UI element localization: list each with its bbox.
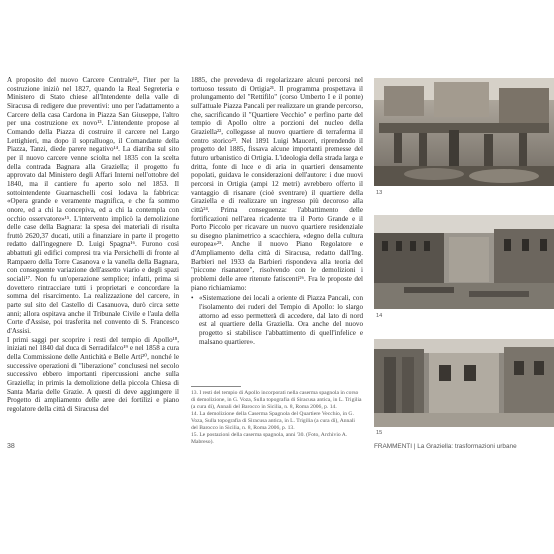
- photo-caption: 14: [376, 313, 383, 319]
- photo-caption: 13: [376, 190, 383, 196]
- footnotes: [191, 386, 363, 447]
- running-head: FRAMMENTI | La Graziella: trasformazioni urbane: [374, 443, 517, 450]
- photo-barracks-demolition: [374, 215, 554, 309]
- photo-spanish-barracks: [374, 339, 554, 427]
- footnote: 13. I resti del tempio di Apollo incorporati nella caserma spagnola in corso di demolizione, in G. Voza, Sulla topografia di Siracusa antica, in L. Trigilia (a cura di), Annali del Barocco in Sicilia, n. 8, Roma 2006, p. 14.: [191, 390, 362, 410]
- paragraph: I primi saggi per scoprire i resti del tempio di Apollo¹⁸, iniziati nel 1840 dal duca di Serradifalco¹⁹ e nel 1858 a cura della Commissione delle Antichità e Belle Arti²⁰, nonché le successive operazioni di "liberazione" conclusesi nel secolo successivo ebbero importanti ripercussioni anche sulla Graziella; in primis la demolizione della piccola Chiesa di Santa Maria delle Grazie. A questi di deve aggiungere il Progetto di ampliamento delle aree dei fortilizi e piano regolatore della città di Siracusa del: [7, 335, 179, 413]
- page-number: 38: [7, 443, 15, 450]
- footnote-divider: [191, 386, 241, 387]
- photo-caption: 15: [376, 430, 383, 436]
- text-column-left: [7, 76, 179, 414]
- footnote: 14. La demolizione della Caserma Spagnola del Quartiere Vecchio, in G. Voza, Sulla topografia di Siracusa antica, in L. Trigilia (a cura di), Annali del Barocco in Sicilia, n. 8, Roma 2006, p. 13.: [191, 411, 355, 432]
- quoted-proposal-text: «Sistemazione dei locali a oriente di Piazza Pancali, con l'isolamento dei ruderi del Tempio di Apollo: lo slargo attorno ad esso permetterà di accedere, dal lato di nord est al quartiere della Graziella. Ora anche del nuovo progetto si stabilisce l'abbattimento di quell'infelice e malsano quartiere».: [199, 294, 363, 346]
- paragraph: A proposito del nuovo Carcere Centrale¹², l'iter per la costruzione iniziò nel 1827, quando la Real Segreteria e Ministero di Stato chiese all'Intendente della valle di Siracusa di redigere due preventivi: uno per l'adattamento a Carcere della casa Cardona in Piazza San Giuseppe, l'altro per una costruzione ex novo¹³. L'intendente propose al Comando della Piazza di costruire il carcere nel Largo Lettighieri, ma dopo il sopralluogo, il Comandante della Piazza, Tanzi, diede parere negativo¹⁴. La diatriba sul sito per il nuovo carcere venne sciolta nel 1835 con la scelta della contrada Bagnara alla Graziella; il progetto fu approvato dal Ministero degli Affari Interni nell'ottobre del 1840, ma il cantiere fu aperto solo nel 1853. Il sottointendente Guarnaschelli così lodava la fabbrica: «Opera grande e veramente magnifica, e che fa sommo onore, ed a chi la concepiva, ed a chi la contempla con occhio osservatore»¹⁵. L'intervento implicò la demolizione delle case della Bagnara: la spesa dei materiali di risulta fruttò 2620,37 ducati, utili a finanziare in parte il progetto redatto dall'ingegnere D. Luigi Spagna¹⁶. Furono così abbattuti gli edifici compresi tra via Persichelli di fronte al Rampaero della Torre Casanova e la vanella della Bagnara, con conseguente variazione dell'assetto viario e degli spazi sociali¹⁷. Non fu un'operazione semplice; infatti, prima si dovettero rintracciare tutti i proprietari e concordare la somma del risarcimento. La realizzazione del carcere, in parte sul sito del Castello di Casanuova, durò circa sette anni; allora ospitava anche il Tribunale Civile e l'aula della Corte d'Assise, poi trasferita nel convento di S. Francesco d'Assisi.: [7, 76, 179, 336]
- paragraph: 1885, che prevedeva di regolarizzare alcuni percorsi nel tortuoso tessuto di Ortigia²¹. Il programma prospettava il prolungamento del "Rettifilo" (corso Umberto I e il ponte) sull'attuale Piazza Pancali per realizzare un grande percorso, che, sacrificando il "Quartiere Vecchio" e perfino parte del tempio di Apollo oltre a porzioni del nucleo della Graziella²², collegasse al nuovo quartiere di terraferma il centro storico²³. Nel 1891 Luigi Mauceri, riprendendo il progetto del 1885, fissava alcune importanti premesse del futuro urbanistico di Ortigia. L'ideologia della strada larga e dritta, fonte di luce e di aria in quartieri densamente popolati, guidava le considerazioni dell'autore: i due nuovi percorsi in Ortigia (ampi 12 metri) avrebbero offerto il vantaggio di risanare (cioè sventrare) il quartiere della Graziella e di realizzare un ingresso più decoroso alla città²⁴. Prima conseguenza: l'abbattimento delle fortificazioni nell'area ricadente tra il Porto Grande e il Porto Piccolo per ricavare un nuovo quartiere residenziale su disegno planimetrico a scacchiera, «degno della cultura europea»²⁵. Anche il nuovo Piano Regolatore e d'Ampliamento della città di Siracusa, redatto dall'Ing. Barbieri nel 1933 da Barbieri rispondeva alla teoria del "piccone risanatore", risolvendo con le demolizioni i problemi delle aree ritenute fatiscenti²⁶. Fra le proposte del piano richiamiamo:: [191, 76, 363, 292]
- bullet-icon: •: [191, 294, 194, 303]
- footnote: 15. Le postazioni della caserma spagnola, anni '30. (Foto, Archivio A. Mabreso).: [191, 432, 348, 446]
- text-column-middle: [191, 76, 363, 346]
- photo-temple-ruins: [374, 78, 554, 186]
- quoted-proposal: [191, 294, 363, 346]
